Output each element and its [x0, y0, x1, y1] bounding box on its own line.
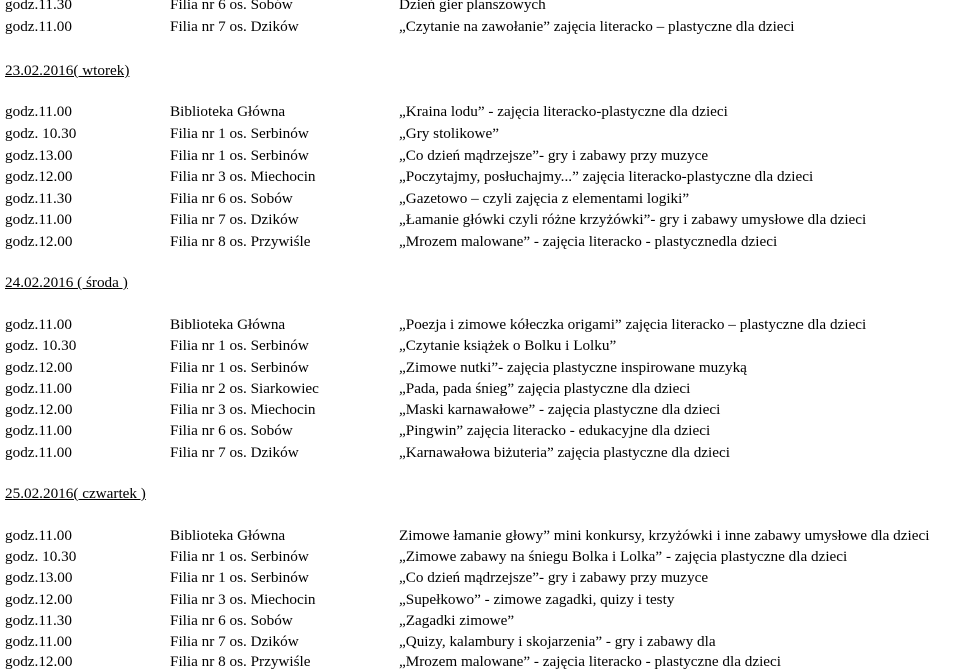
event-time: godz.11.00: [5, 316, 72, 333]
event-location: Filia nr 3 os. Miechocin: [170, 401, 316, 418]
event-time: godz.13.00: [5, 569, 73, 586]
event-location: Filia nr 6 os. Sobów: [170, 422, 293, 439]
event-location: Filia nr 1 os. Serbinów: [170, 359, 309, 376]
event-location: Filia nr 6 os. Sobów: [170, 0, 293, 13]
event-title: „Supełkowo” - zimowe zagadki, quizy i testy: [399, 591, 675, 608]
event-time: godz.11.00: [5, 527, 72, 544]
event-location: Filia nr 3 os. Miechocin: [170, 168, 316, 185]
event-time: godz. 10.30: [5, 337, 77, 354]
event-title: „Gry stolikowe”: [399, 125, 499, 142]
event-location: Filia nr 1 os. Serbinów: [170, 548, 309, 565]
event-location: Filia nr 1 os. Serbinów: [170, 147, 309, 164]
schedule-row: [5, 167, 960, 187]
event-time: godz.11.00: [5, 211, 72, 228]
schedule-row: [5, 17, 960, 37]
event-title: „Co dzień mądrzejsze”- gry i zabawy przy muzyce: [399, 147, 709, 164]
schedule-row: [5, 379, 960, 399]
event-location: Filia nr 7 os. Dzików: [170, 444, 299, 461]
event-title: „Karnawałowa biżuteria” zajęcia plastyczne dla dzieci: [399, 444, 730, 461]
schedule-row: [5, 652, 960, 672]
event-location: Filia nr 1 os. Serbinów: [170, 337, 309, 354]
event-location: Filia nr 1 os. Serbinów: [170, 125, 309, 142]
event-location: Biblioteka Główna: [170, 103, 286, 120]
event-title: „Czytanie na zawołanie” zajęcia literacko – plastyczne dla dzieci: [399, 18, 795, 35]
event-location: Filia nr 6 os. Sobów: [170, 612, 293, 629]
schedule-row: [5, 568, 960, 588]
event-time: godz.11.00: [5, 422, 72, 439]
schedule-row: [5, 189, 960, 209]
event-time: godz.12.00: [5, 233, 73, 250]
event-time: godz.12.00: [5, 359, 73, 376]
event-title: „Pada, pada śnieg” zajęcia plastyczne dla dzieci: [399, 380, 691, 397]
schedule-row: [5, 400, 960, 420]
event-location: Filia nr 8 os. Przywiśle: [170, 653, 311, 670]
schedule-row: [5, 146, 960, 166]
event-location: Filia nr 7 os. Dzików: [170, 211, 299, 228]
event-title: „Poezja i zimowe kółeczka origami” zajęcia literacko – plastyczne dla dzieci: [399, 316, 867, 333]
event-time: godz. 10.30: [5, 548, 77, 565]
schedule-row: [5, 210, 960, 230]
event-location: Filia nr 2 os. Siarkowiec: [170, 380, 319, 397]
event-title: „Quizy, kalambury i skojarzenia” - gry i zabawy dla: [399, 633, 716, 650]
schedule-row: [5, 102, 960, 122]
event-location: Filia nr 1 os. Serbinów: [170, 569, 309, 586]
event-title: „Maski karnawałowe” - zajęcia plastyczne dla dzieci: [399, 401, 721, 418]
schedule-row: [5, 590, 960, 610]
event-location: Filia nr 3 os. Miechocin: [170, 591, 316, 608]
day-header: 25.02.2016( czwartek ): [5, 485, 146, 502]
event-time: godz.11.00: [5, 633, 72, 650]
event-title: „Zimowe nutki”- zajęcia plastyczne inspirowane muzyką: [399, 359, 747, 376]
schedule-row: [5, 611, 960, 631]
event-time: godz.12.00: [5, 653, 73, 670]
event-time: godz.12.00: [5, 591, 73, 608]
event-time: godz.11.30: [5, 612, 72, 629]
event-title: „Pingwin” zajęcia literacko - edukacyjne dla dzieci: [399, 422, 711, 439]
event-time: godz.11.00: [5, 103, 72, 120]
schedule-row: [5, 315, 960, 335]
event-title: „Zagadki zimowe”: [399, 612, 515, 629]
schedule-row: [5, 124, 960, 144]
event-time: godz.11.00: [5, 380, 72, 397]
event-title: Dzień gier planszowych: [399, 0, 546, 13]
event-title: „Mrozem malowane” - zajęcia literacko - plastycznedla dzieci: [399, 233, 778, 250]
event-location: Filia nr 8 os. Przywiśle: [170, 233, 311, 250]
event-time: godz.13.00: [5, 147, 73, 164]
schedule-row: [5, 358, 960, 378]
event-time: godz.11.30: [5, 0, 72, 13]
schedule-row: [5, 547, 960, 567]
event-location: Filia nr 6 os. Sobów: [170, 190, 293, 207]
event-time: godz.11.30: [5, 190, 72, 207]
schedule-row: [5, 443, 960, 463]
event-location: Biblioteka Główna: [170, 527, 286, 544]
event-title: „Co dzień mądrzejsze”- gry i zabawy przy muzyce: [399, 569, 709, 586]
schedule-row: [5, 526, 960, 546]
event-title: „Zimowe zabawy na śniegu Bolka i Lolka” - zajęcia plastyczne dla dzieci: [399, 548, 848, 565]
event-location: Filia nr 7 os. Dzików: [170, 18, 299, 35]
event-time: godz.12.00: [5, 168, 73, 185]
day-header: 23.02.2016( wtorek): [5, 62, 130, 79]
event-location: Biblioteka Główna: [170, 316, 286, 333]
event-title: „Kraina lodu” - zajęcia literacko-plastyczne dla dzieci: [399, 103, 728, 120]
event-title: Zimowe łamanie głowy” mini konkursy, krzyżówki i inne zabawy umysłowe dla dzieci: [399, 527, 930, 544]
schedule-row: [5, 232, 960, 252]
schedule-row: [5, 421, 960, 441]
schedule-row: [5, 0, 960, 15]
event-time: godz.12.00: [5, 401, 73, 418]
event-title: „Poczytajmy, posłuchajmy...” zajęcia literacko-plastyczne dla dzieci: [399, 168, 814, 185]
event-title: „Mrozem malowane” - zajęcia literacko - plastyczne dla dzieci: [399, 653, 782, 670]
schedule-row: [5, 336, 960, 356]
event-time: godz.11.00: [5, 444, 72, 461]
event-title: „Łamanie główki czyli różne krzyżówki”- gry i zabawy umysłowe dla dzieci: [399, 211, 867, 228]
schedule-row: [5, 632, 960, 652]
event-title: „Gazetowo – czyli zajęcia z elementami logiki”: [399, 190, 690, 207]
event-time: godz. 10.30: [5, 125, 77, 142]
event-location: Filia nr 7 os. Dzików: [170, 633, 299, 650]
event-time: godz.11.00: [5, 18, 72, 35]
event-title: „Czytanie książek o Bolku i Lolku”: [399, 337, 617, 354]
day-header: 24.02.2016 ( środa ): [5, 274, 128, 291]
